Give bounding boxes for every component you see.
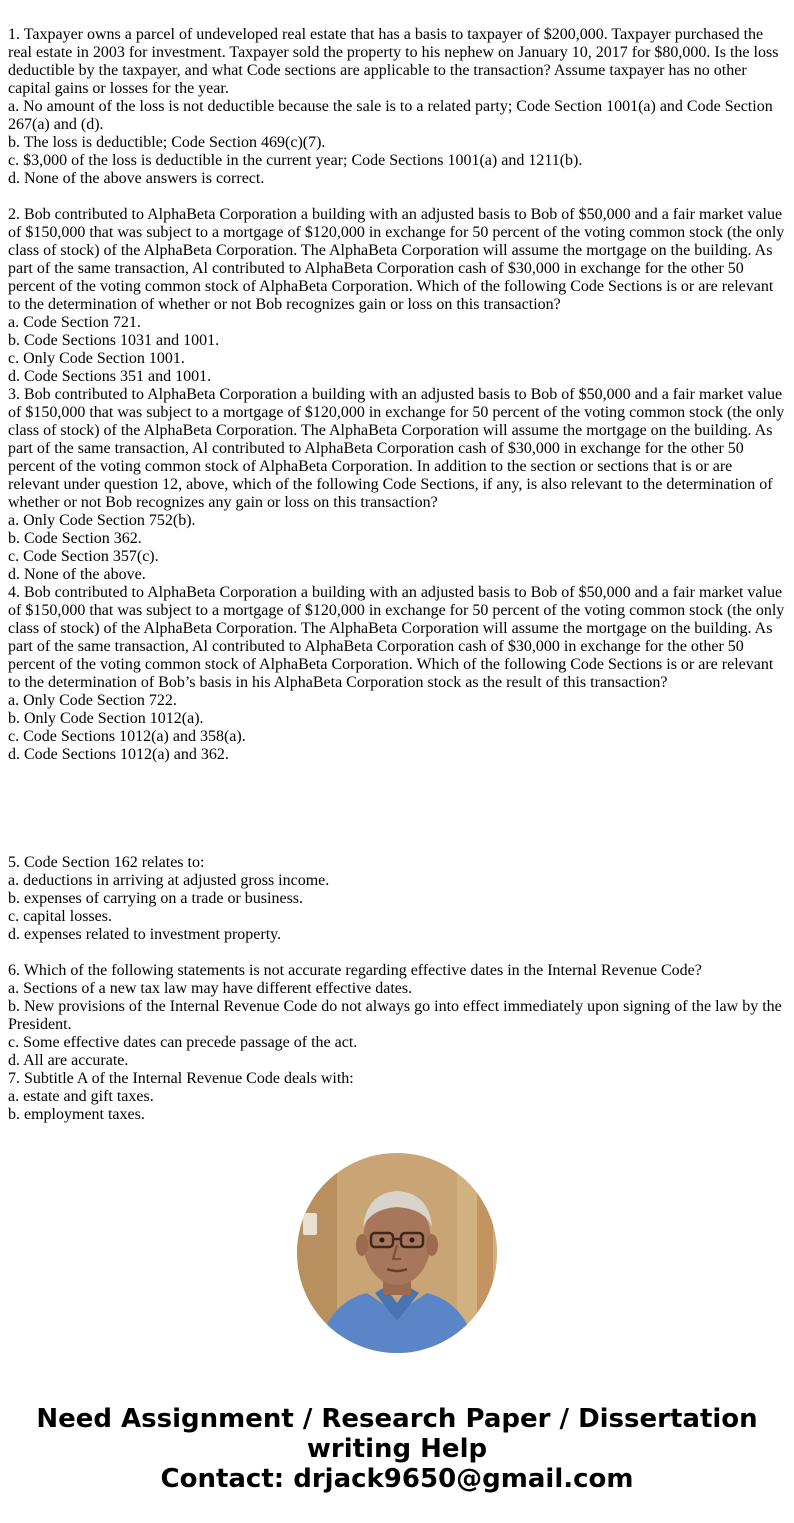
promo-banner xyxy=(0,1404,794,1494)
question-3 xyxy=(8,386,786,584)
question-7 xyxy=(8,1070,786,1124)
answer-option: a. estate and gift taxes. xyxy=(8,1088,154,1105)
answer-option: c. Some effective dates can precede passage of the act. xyxy=(8,1034,358,1051)
question-list xyxy=(8,26,786,1124)
answer-option: a. Sections of a new tax law may have different effective dates. xyxy=(8,980,413,997)
question-5 xyxy=(8,854,786,944)
answer-option: c. capital losses. xyxy=(8,908,112,925)
promo-line: writing Help xyxy=(306,1434,488,1464)
answer-option: b. New provisions of the Internal Revenue Code do not always go into effect immediately upon signing of the law by the President. xyxy=(8,998,782,1033)
answer-option: b. expenses of carrying on a trade or business. xyxy=(8,890,304,907)
answer-option: a. Only Code Section 752(b). xyxy=(8,512,196,529)
question-stem: 4. Bob contributed to AlphaBeta Corporation a building with an adjusted basis to Bob of $50,000 and a fair market value of $150,000 that was subject to a mortgage of $120,000 in exchange for 50 percent of the voting common stock (the only class of stock) of the AlphaBeta Corporation. The AlphaBeta Corporation will assume the mortgage on the building. As part of the same transaction, Al contributed to AlphaBeta Corporation cash of $30,000 in exchange for the other 50 percent of the voting common stock of AlphaBeta Corporation. Which of the following Code Sections is or are relevant to the determination of Bob’s basis in his AlphaBeta Corporation stock as the result of this transaction? xyxy=(8,584,785,691)
spacer xyxy=(8,944,786,962)
answer-option: a. deductions in arriving at adjusted gross income. xyxy=(8,872,330,889)
question-stem: 7. Subtitle A of the Internal Revenue Code deals with: xyxy=(8,1070,354,1087)
answer-option: d. None of the above. xyxy=(8,566,146,583)
question-stem: 1. Taxpayer owns a parcel of undeveloped real estate that has a basis to taxpayer of $200,000. Taxpayer purchased the real estate in 2003 for investment. Taxpayer sold the property to his nephew on January 10, 2017 for $80,000. Is the loss deductible by the taxpayer, and what Code sections are applicable to the transaction? Assume taxpayer has no other capital gains or losses for the year. xyxy=(8,26,779,97)
spacer xyxy=(8,764,786,854)
person-portrait-icon xyxy=(297,1153,497,1353)
question-2 xyxy=(8,206,786,386)
answer-option: b. Only Code Section 1012(a). xyxy=(8,710,204,727)
promo-line: Need Assignment / Research Paper / Dissertation xyxy=(36,1404,758,1434)
answer-option: a. Only Code Section 722. xyxy=(8,692,177,709)
answer-option: d. None of the above answers is correct. xyxy=(8,170,265,187)
answer-option: c. Code Sections 1012(a) and 358(a). xyxy=(8,728,246,745)
answer-option: d. expenses related to investment property. xyxy=(8,926,282,943)
answer-option: d. All are accurate. xyxy=(8,1052,129,1069)
answer-option: c. Only Code Section 1001. xyxy=(8,350,185,367)
question-stem: 3. Bob contributed to AlphaBeta Corporation a building with an adjusted basis to Bob of $50,000 and a fair market value of $150,000 that was subject to a mortgage of $120,000 in exchange for 50 percent of the voting common stock (the only class of stock) of the AlphaBeta Corporation. The AlphaBeta Corporation will assume the mortgage on the building. As part of the same transaction, Al contributed to AlphaBeta Corporation cash of $30,000 in exchange for the other 50 percent of the voting common stock of AlphaBeta Corporation. In addition to the section or sections that is or are relevant under question 12, above, which of the following Code Sections, if any, is also relevant to the determination of whether or not Bob recognizes any gain or loss on this transaction? xyxy=(8,386,785,511)
question-stem: 5. Code Section 162 relates to: xyxy=(8,854,205,871)
avatar xyxy=(297,1153,497,1353)
answer-option: c. Code Section 357(c). xyxy=(8,548,159,565)
question-stem: 6. Which of the following statements is not accurate regarding effective dates in the Internal Revenue Code? xyxy=(8,962,702,979)
answer-option: a. No amount of the loss is not deductible because the sale is to a related party; Code Section 1001(a) and Code Section 267(a) and (d). xyxy=(8,98,773,133)
answer-option: d. Code Sections 351 and 1001. xyxy=(8,368,212,385)
answer-option: b. employment taxes. xyxy=(8,1106,145,1123)
question-4 xyxy=(8,584,786,764)
answer-option: b. The loss is deductible; Code Section 469(c)(7). xyxy=(8,134,326,151)
spacer xyxy=(8,188,786,206)
answer-option: a. Code Section 721. xyxy=(8,314,141,331)
answer-option: b. Code Sections 1031 and 1001. xyxy=(8,332,220,349)
answer-option: d. Code Sections 1012(a) and 362. xyxy=(8,746,229,763)
answer-option: b. Code Section 362. xyxy=(8,530,142,547)
promo-contact: Contact: drjack9650@gmail.com xyxy=(160,1464,634,1494)
question-1 xyxy=(8,26,786,188)
question-stem: 2. Bob contributed to AlphaBeta Corporation a building with an adjusted basis to Bob of $50,000 and a fair market value of $150,000 that was subject to a mortgage of $120,000 in exchange for 50 percent of the voting common stock (the only class of stock) of the AlphaBeta Corporation. The AlphaBeta Corporation will assume the mortgage on the building. As part of the same transaction, Al contributed to AlphaBeta Corporation cash of $30,000 in exchange for the other 50 percent of the voting common stock of AlphaBeta Corporation. Which of the following Code Sections is or are relevant to the determination of whether or not Bob recognizes gain or loss on this transaction? xyxy=(8,206,785,313)
answer-option: c. $3,000 of the loss is deductible in the current year; Code Sections 1001(a) and 1211(b). xyxy=(8,152,583,169)
question-6 xyxy=(8,962,786,1070)
